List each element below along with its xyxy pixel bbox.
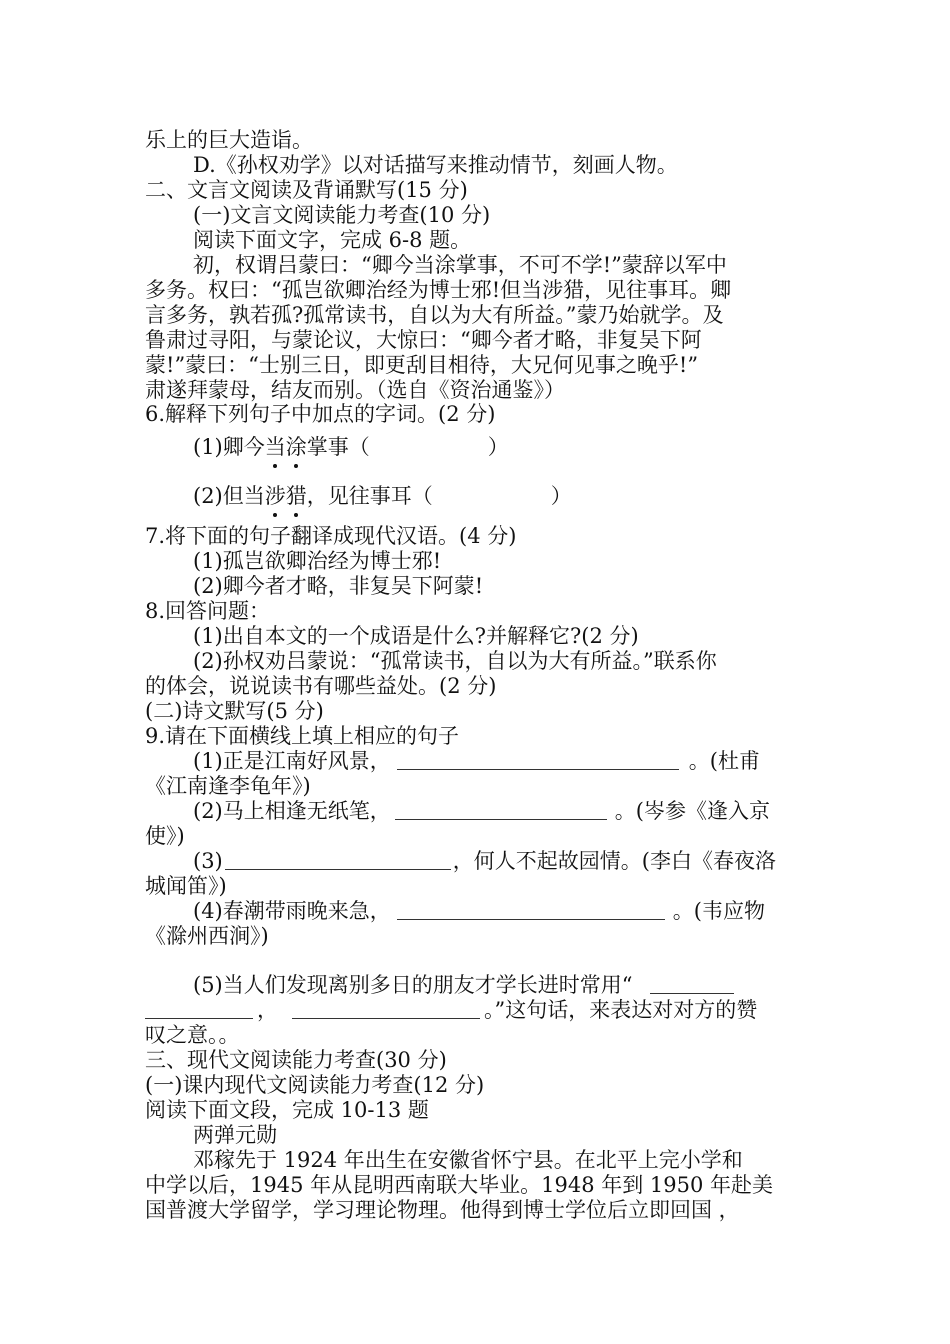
text-segment: ，何人不起故园情。(李白《春夜洛 xyxy=(452,849,776,873)
text-line: 使》) xyxy=(145,824,185,848)
article-line: 中学以后，1945 年从昆明西南联大毕业。1948 年到 1950 年赴美 xyxy=(145,1173,774,1197)
text-segment: (4)春潮带雨晚来急， xyxy=(193,899,391,923)
poem-item-3 xyxy=(193,848,776,874)
fill-blank[interactable] xyxy=(395,799,607,820)
fill-blank[interactable] xyxy=(397,899,665,920)
question-8: 8.回答问题： xyxy=(145,599,271,623)
subsection-heading: (一)课内现代文阅读能力考查(12 分) xyxy=(145,1073,485,1097)
fill-blank[interactable] xyxy=(145,998,253,1019)
fill-blank[interactable] xyxy=(650,973,734,994)
option-d: D.《孙权劝学》以对话描写来推动情节，刻画人物。 xyxy=(193,153,678,177)
question-7-item-2: (2)卿今者才略，非复吴下阿蒙! xyxy=(193,574,484,598)
dotted-char: 涉 xyxy=(264,484,286,508)
question-6-item-1 xyxy=(193,434,509,460)
subsection-heading: (二)诗文默写(5 分) xyxy=(145,699,324,723)
passage-line: 蒙!”蒙曰：“士别三日，即更刮目相待，大兄何见事之晚乎!” xyxy=(145,353,699,377)
subsection-heading: (一)文言文阅读能力考查(10 分) xyxy=(193,203,491,227)
question-7-item-1: (1)孤岂欲卿治经为博士邪! xyxy=(193,549,442,573)
text-segment: (1)卿今 xyxy=(193,435,265,459)
text-line: 《滁州西涧》) xyxy=(145,924,269,948)
question-6-item-2 xyxy=(193,483,572,509)
text-segment: (1)正是江南好风景， xyxy=(193,749,391,773)
passage-line: 多务。权曰：“孤岂欲卿治经为博士邪!但当涉猎，见往事耳。卿 xyxy=(145,278,732,302)
question-9: 9.请在下面横线上填上相应的句子 xyxy=(145,724,460,748)
text-segment: (2)但当 xyxy=(193,484,265,508)
poem-item-4 xyxy=(193,898,765,924)
section-heading: 二、文言文阅读及背诵默写(15 分) xyxy=(145,178,468,202)
question-7: 7.将下面的句子翻译成现代汉语。(4 分) xyxy=(145,524,517,548)
passage-line: 鲁肃过寻阳，与蒙论议，大惊曰：“卿今者才略，非复吴下阿 xyxy=(145,328,702,352)
text-segment: 。(岑参《逢入京 xyxy=(614,799,770,823)
text-segment: 。”这句话，来表达对对方的赞 xyxy=(484,998,758,1022)
text-segment: ） xyxy=(487,435,509,459)
fill-blank[interactable] xyxy=(397,749,679,770)
text-line: 《江南逢李龟年》) xyxy=(145,774,311,798)
text-segment: (5)当人们发现离别多日的朋友才学长进时常用“ xyxy=(193,973,633,997)
poem-item-2 xyxy=(193,798,770,824)
poem-item-1 xyxy=(193,748,760,774)
fill-blank[interactable] xyxy=(292,998,480,1019)
passage-line: 初，权谓吕蒙曰：“卿今当涂掌事，不可不学!”蒙辞以军中 xyxy=(193,253,727,277)
passage-line: 言多务，孰若孤?孤常读书，自以为大有所益。”蒙乃始就学。及 xyxy=(145,303,724,327)
passage-line: 肃遂拜蒙母，结友而别。（选自《资治通鉴》） xyxy=(145,378,565,402)
article-title: 两弹元勋 xyxy=(193,1123,277,1147)
text-segment: 。(韦应物 xyxy=(672,899,765,923)
question-8-item-2: (2)孙权劝吕蒙说：“孤常读书，自以为大有所益。”联系你 xyxy=(193,649,717,673)
section-heading: 三、现代文阅读能力考查(30 分) xyxy=(145,1048,447,1072)
article-line: 邓稼先于 1924 年出生在安徽省怀宁县。在北平上完小学和 xyxy=(193,1148,743,1172)
text-segment: 掌事（ xyxy=(306,435,370,459)
dotted-char: 涂 xyxy=(285,435,307,459)
text-line: 的体会，说说读书有哪些益处。(2 分) xyxy=(145,674,497,698)
dotted-char: 当 xyxy=(264,435,286,459)
instruction: 阅读下面文字，完成 6-8 题。 xyxy=(193,228,472,252)
text-segment: ） xyxy=(550,484,572,508)
text-segment: ，见往事耳（ xyxy=(306,484,433,508)
instruction: 阅读下面文段，完成 10-13 题 xyxy=(145,1098,429,1122)
article-line: 国普渡大学留学，学习理论物理。他得到博士学位后立即回国 ， xyxy=(145,1198,740,1222)
text-segment: 。(杜甫 xyxy=(688,749,760,773)
question-8-item-1: (1)出自本文的一个成语是什么?并解释它?(2 分) xyxy=(193,624,639,648)
text-line: 乐上的巨大造诣。 xyxy=(145,128,313,152)
fill-blank[interactable] xyxy=(225,849,451,870)
text-line: 城闻笛》) xyxy=(145,874,227,898)
text-line: 叹之意。。 xyxy=(145,1023,240,1047)
poem-item-5-cont xyxy=(145,997,757,1023)
poem-item-5 xyxy=(193,972,734,998)
dotted-char: 猎 xyxy=(285,484,307,508)
text-segment: (3) xyxy=(193,849,223,873)
question-6: 6.解释下列句子中加点的字词。(2 分) xyxy=(145,402,496,426)
text-segment: (2)马上相逢无纸笔， xyxy=(193,799,391,823)
text-segment: ， xyxy=(257,998,278,1022)
